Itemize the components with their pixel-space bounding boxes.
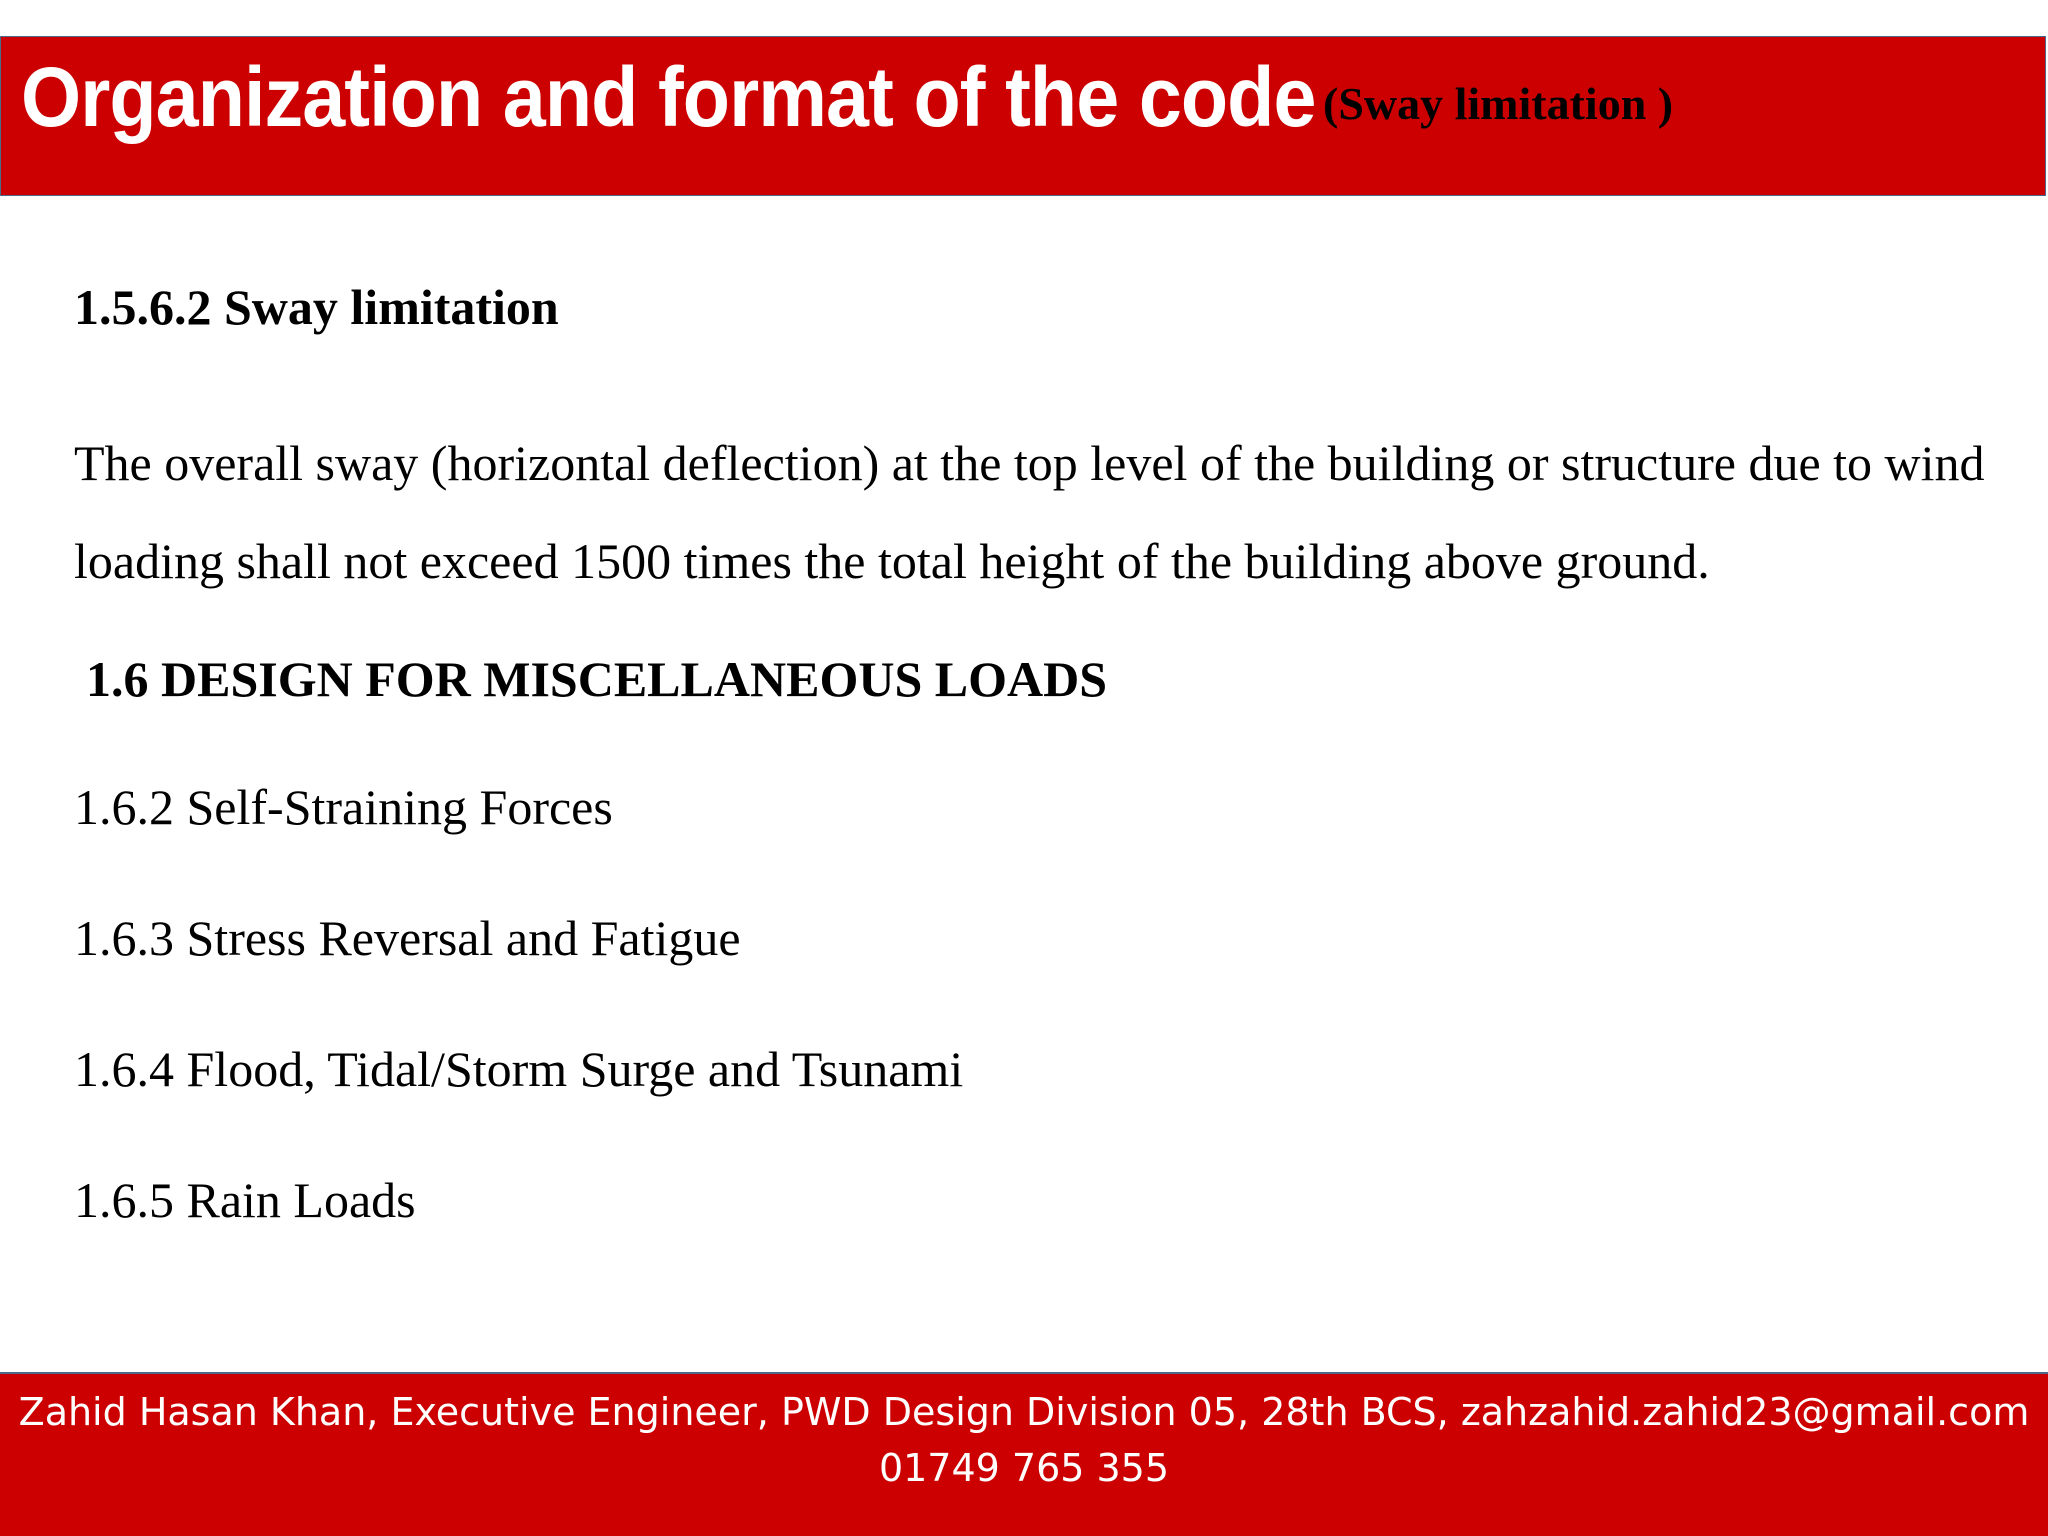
topic-item: 1.6.5 Rain Loads: [74, 1172, 416, 1228]
slide-title-main: Organization and format of the code: [21, 50, 1316, 144]
section-heading: 1.5.6.2 Sway limitation: [74, 279, 559, 335]
footer-bar: [0, 1372, 2048, 1536]
topic-item: 1.6.4 Flood, Tidal/Storm Surge and Tsunami: [74, 1041, 964, 1097]
slide-title-subtitle: (Sway limitation ): [1323, 78, 1674, 129]
paragraph-line: The overall sway (horizontal deflection) at the top level of the building or structure due to wind: [74, 435, 1985, 491]
slide-title: [21, 49, 1428, 146]
footer-phone-line: 01749 765 355: [878, 1446, 1170, 1490]
chapter-heading: 1.6 DESIGN FOR MISCELLANEOUS LOADS: [86, 651, 1108, 707]
sway-paragraph: [74, 414, 2034, 610]
topic-item: 1.6.3 Stress Reversal and Fatigue: [74, 910, 741, 966]
footer-credit: [0, 1374, 2048, 1496]
topic-item: 1.6.2 Self-Straining Forces: [74, 779, 613, 835]
topic-list: [74, 778, 963, 1302]
paragraph-line: loading shall not exceed 1500 times the total height of the building above ground.: [74, 533, 1710, 589]
header-bar: [0, 36, 2046, 196]
footer-author-line: Zahid Hasan Khan, Executive Engineer, PWD Design Division 05, 28th BCS, zahzahid.zahid23@gmail.com: [18, 1390, 2030, 1434]
